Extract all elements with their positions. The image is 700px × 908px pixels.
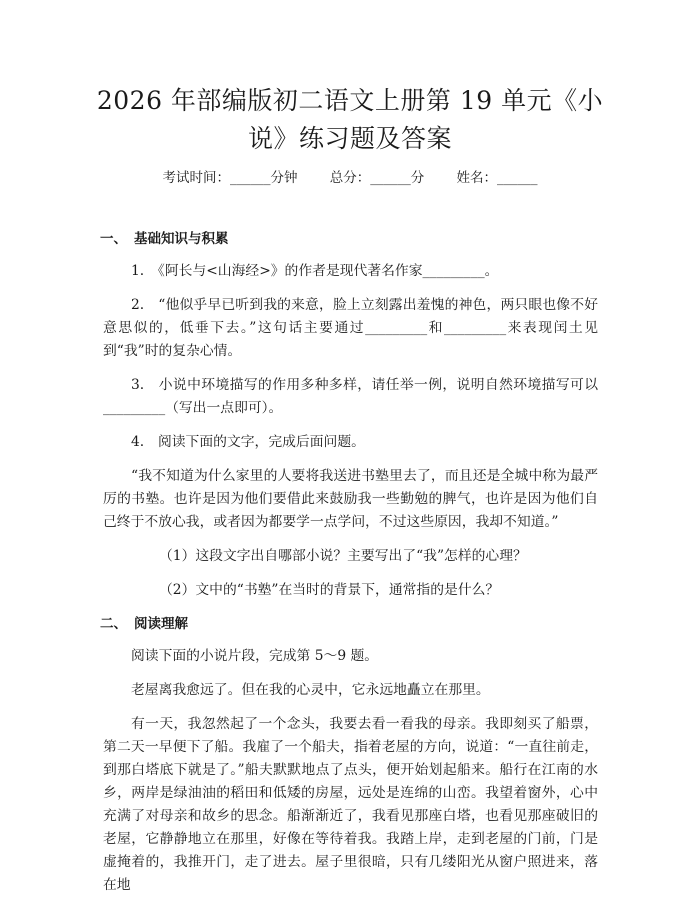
section-2-intro: 阅读下面的小说片段，完成第 5～9 题。	[131, 648, 379, 664]
title-line-1: 2026 年部编版初二语文上册第 19 单元《小	[96, 86, 604, 115]
question-3: 3. 小说中环境描写的作用多种多样，请任举一例，说明自然环境描写可以_________（写出一点即可）。	[103, 377, 598, 416]
section-1-heading	[100, 228, 598, 250]
question-2: 2. “他似乎早已听到我的来意，脸上立刻露出羞愧的神色，两只眼也像不好意思似的，低垂下去。”这句话主要通过_________和_________来表现闰土见到“我”时的复杂心情。	[103, 297, 598, 359]
question-4-sub-2: （2）文中的“书塾”在当时的背景下，通常指的是什么？	[159, 582, 500, 598]
section-1-title: 基础知识与积累	[134, 231, 229, 247]
passage-paragraph-1: 老屋离我愈远了。但在我的心灵中，它永远地矗立在那里。	[131, 682, 490, 698]
document-body	[100, 222, 598, 908]
exam-name: 姓名：______	[456, 170, 538, 186]
exam-score: 总分：______分	[329, 170, 425, 186]
passage-paragraph-2: 有一天，我忽然起了一个念头，我要去看一看我的母亲。我即刻买了船票，第二天一早便下了船。我雇了一个船夫，指着老屋的方向，说道：“一直往前走，到那白塔底下就是了。”船夫默默地点了点头，便开始划起船来。船行在江南的水乡，两岸是绿油油的稻田和低矮的房屋，远处是连绵的山峦。我望着窗外，心中充满了对母亲和故乡的思念。船渐渐近了，我看见那座白塔，也看见那座破旧的老屋，它静静地立在那里，好像在等待着我。我踏上岸，走到老屋的门前，门是虚掩着的，我推开门，走了进去。屋子里很暗，只有几缕阳光从窗户照进来，落在地	[103, 716, 598, 893]
question-4-sub-1: （1）这段文字出自哪部小说？主要写出了“我”怎样的心理？	[159, 548, 527, 564]
question-1: 1. 《阿长与<山海经>》的作者是现代著名作家_________。	[131, 263, 499, 279]
section-2-title: 阅读理解	[134, 616, 188, 632]
question-4-passage: “我不知道为什么家里的人要将我送进书塾里去了，而且还是全城中称为最严厉的书塾。也许是因为他们要借此来鼓励我一些勤勉的脾气，也许是因为他们自己终于不放心我，或者因为都要学一点学问，不过这些原因，我却不知道。”	[103, 468, 598, 530]
question-4: 4. 阅读下面的文字，完成后面问题。	[131, 434, 365, 450]
section-2-number: 二、	[100, 616, 127, 632]
exam-time: 考试时间：______分钟	[162, 170, 298, 186]
section-2-heading	[100, 613, 598, 635]
title-line-2: 说》练习题及答案	[247, 124, 452, 153]
exam-meta	[0, 168, 700, 188]
document-title	[80, 82, 620, 158]
section-1-number: 一、	[100, 231, 127, 247]
